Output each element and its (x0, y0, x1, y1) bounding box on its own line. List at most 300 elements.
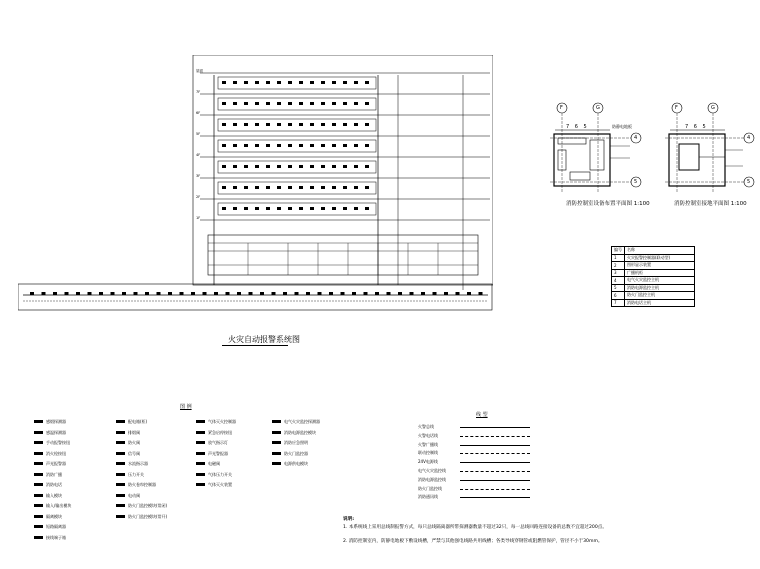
device-symbol (277, 144, 281, 147)
legend-label: 紧急启停按钮 (208, 429, 232, 435)
table-cell: 火灾报警控制器(联动型) (625, 254, 695, 262)
device-symbol (365, 186, 369, 189)
legend-label: 电气火灾监控探测器 (284, 419, 320, 424)
table-row (612, 277, 695, 285)
device-symbol (214, 292, 218, 295)
device-symbol (266, 123, 270, 126)
device-symbol (244, 186, 248, 189)
legend-item (34, 439, 70, 446)
device-symbol (233, 207, 237, 210)
legend-item (116, 481, 156, 488)
device-symbol (354, 186, 358, 189)
device-symbol (332, 144, 336, 147)
device-symbol (365, 165, 369, 168)
line-legend-sample (460, 445, 530, 446)
device-symbol (233, 102, 237, 105)
line-legend-label: 消防通讯线 (418, 494, 438, 500)
legend-label: 消火栓按钮 (46, 450, 66, 456)
device-symbol (255, 144, 259, 147)
legend-item (116, 460, 148, 467)
legend-symbol-icon (116, 431, 125, 434)
device-symbol (365, 207, 369, 210)
legend-item (34, 492, 62, 499)
legend-item (116, 513, 167, 520)
legend-item (34, 513, 62, 520)
plan-right-svg (655, 100, 760, 200)
notes-line-2: 2. 消防控制室内，防静电地板下敷设线槽，严禁与其他强电线路共用线槽；各类导线穿钢管或阻燃管保护，管径不小于30mm。 (343, 539, 603, 544)
device-symbol (111, 292, 115, 295)
line-legend-label: 消防电源监控线 (418, 476, 446, 482)
system-diagram-svg (18, 55, 493, 345)
line-legend-title: 线 型 (476, 412, 488, 418)
device-symbol (180, 292, 184, 295)
floor-bus-box (218, 77, 376, 89)
device-symbol (277, 123, 281, 126)
device-symbol (145, 292, 149, 295)
legend-symbol-icon (116, 462, 125, 465)
device-symbol (299, 144, 303, 147)
legend-label: 压力开关 (128, 471, 144, 477)
legend-label: 电动阀 (128, 492, 140, 498)
legend-item (116, 450, 140, 457)
floor-label: 4F (196, 153, 201, 157)
legend-symbol-icon (34, 525, 43, 528)
device-symbol (321, 144, 325, 147)
line-legend-label: 电气火灾监控线 (418, 468, 446, 473)
legend-symbol-icon (196, 431, 205, 434)
legend-item (34, 460, 66, 467)
floor-label: 2F (196, 195, 201, 199)
device-symbol (332, 165, 336, 168)
system-diagram (18, 55, 493, 345)
device-symbol (42, 292, 46, 295)
legend-item (34, 534, 66, 541)
device-symbol (30, 292, 34, 295)
line-legend-label: 防火门监控线 (418, 485, 442, 491)
legend-item (272, 439, 308, 446)
legend-item (116, 502, 167, 509)
device-symbol (191, 292, 195, 295)
device-symbol (122, 292, 126, 295)
device-symbol (222, 81, 226, 84)
device-symbol (354, 123, 358, 126)
legend-label: 防火门监控模块(常开) (128, 513, 168, 519)
line-legend-sample (460, 462, 530, 463)
legend-item (116, 439, 140, 446)
notes-line-1: 1. 本系统线上采用总线制报警方式，每只总线隔离器所带探测器数量不超过32只，每一总线回路连接设备的总数不宜超过200点。 (343, 525, 607, 530)
legend-symbol-icon (34, 536, 43, 539)
device-symbol (237, 292, 241, 295)
axis-4-label: 4 (747, 135, 751, 141)
legend-symbol-icon (272, 462, 281, 465)
floor-bus-box (218, 119, 376, 131)
device-symbol (244, 144, 248, 147)
legend-label: 接线端子箱 (46, 534, 66, 540)
device-symbol (456, 292, 460, 295)
device-symbol (288, 207, 292, 210)
table-header-cell: 名称 (625, 247, 695, 255)
device-symbol (277, 207, 281, 210)
legend-item (196, 429, 232, 436)
table-cell: 6 (612, 292, 625, 300)
legend-label: 消防应急照明 (284, 440, 308, 445)
plan-left-caption: 消防控制室设备布置平面图 1:100 (566, 201, 650, 207)
legend-label: 防火阀 (128, 440, 140, 445)
device-symbol (310, 123, 314, 126)
device-symbol (332, 102, 336, 105)
device-symbol (288, 165, 292, 168)
plan-left-svg (540, 100, 650, 200)
table-header-cell: 编号 (612, 247, 625, 255)
legend-item (34, 450, 66, 457)
device-symbol (310, 144, 314, 147)
legend-symbol-icon (116, 473, 125, 476)
device-symbol (329, 292, 333, 295)
table-cell: 图形显示装置 (625, 262, 695, 270)
line-legend-sample (460, 497, 530, 498)
legend-symbol-icon (34, 431, 43, 434)
device-symbol (321, 186, 325, 189)
device-symbol (76, 292, 80, 295)
device-symbol (266, 81, 270, 84)
device-symbol (332, 123, 336, 126)
device-symbol (306, 292, 310, 295)
device-symbol (288, 102, 292, 105)
device-symbol (310, 81, 314, 84)
line-legend-label: 24V电源线 (418, 459, 438, 465)
device-symbol (249, 292, 253, 295)
table-row (612, 299, 695, 307)
device-symbol (244, 102, 248, 105)
legend-symbol-icon (34, 420, 43, 423)
device-symbol (354, 144, 358, 147)
plan-left (540, 100, 650, 200)
legend-label: 隔离模块 (46, 513, 62, 519)
legend-label: 气体灭火控制器 (208, 419, 236, 424)
legend-symbol-icon (34, 494, 43, 497)
floor-label: 5F (196, 132, 201, 136)
equipment-table (611, 246, 695, 307)
device-symbol (421, 292, 425, 295)
device-symbol (343, 207, 347, 210)
table-cell: 消防电源监控主机 (625, 284, 695, 292)
device-symbol (354, 165, 358, 168)
device-symbol (479, 292, 483, 295)
legend-symbol-icon (196, 420, 205, 423)
legend-item (116, 492, 140, 499)
axis-4-label: 4 (634, 135, 638, 141)
legend-item (196, 471, 232, 478)
device-symbol (364, 292, 368, 295)
floor-bus-box (218, 161, 376, 173)
device-symbol (299, 207, 303, 210)
device-symbol (266, 144, 270, 147)
legend-symbol-icon (116, 420, 125, 423)
device-symbol (332, 186, 336, 189)
legend-symbol-icon (34, 504, 43, 507)
legend-item (272, 450, 308, 457)
device-symbol (266, 102, 270, 105)
device-symbol (157, 292, 161, 295)
device-symbol (354, 81, 358, 84)
legend-symbol-icon (34, 452, 43, 455)
device-symbol (433, 292, 437, 295)
device-symbol (255, 123, 259, 126)
device-symbol (343, 123, 347, 126)
device-symbol (332, 207, 336, 210)
device-symbol (288, 123, 292, 126)
table-row (612, 254, 695, 262)
legend-symbol-icon (272, 441, 281, 444)
device-symbol (365, 81, 369, 84)
device-symbol (65, 292, 69, 295)
floor-bus-box (218, 203, 376, 215)
legend-item (34, 502, 71, 509)
line-legend-sample (460, 436, 530, 437)
device-symbol (283, 292, 287, 295)
device-symbol (295, 292, 299, 295)
dims-label: 7 6 5 (685, 124, 708, 130)
legend-label: 消防电话 (46, 482, 62, 487)
device-symbol (288, 186, 292, 189)
device-symbol (266, 186, 270, 189)
device-symbol (321, 102, 325, 105)
device-symbol (233, 186, 237, 189)
device-symbol (255, 207, 259, 210)
device-symbol (222, 186, 226, 189)
table-row (612, 284, 695, 292)
device-symbol (277, 102, 281, 105)
legend-item (34, 471, 62, 478)
legend-item (196, 439, 228, 446)
device-symbol (222, 123, 226, 126)
floor-label: 3F (196, 174, 201, 178)
line-legend-sample (460, 427, 530, 428)
legend-item (272, 418, 320, 425)
floor-bus-box (218, 140, 376, 152)
legend-item (116, 429, 140, 436)
device-symbol (321, 81, 325, 84)
table-cell: 3 (612, 269, 625, 277)
device-symbol (233, 123, 237, 126)
line-legend-label: 火警广播线 (418, 441, 438, 447)
device-symbol (398, 292, 402, 295)
device-symbol (233, 144, 237, 147)
device-symbol (321, 165, 325, 168)
line-legend-label: 联动控制线 (418, 450, 438, 456)
line-legend-sample (460, 471, 530, 472)
device-symbol (343, 81, 347, 84)
legend-symbol-icon (196, 441, 205, 444)
device-symbol (288, 81, 292, 84)
legend-symbol-icon (34, 462, 43, 465)
device-symbol (233, 81, 237, 84)
legend-symbol-icon (196, 452, 205, 455)
device-symbol (299, 102, 303, 105)
legend-label: 放气指示灯 (208, 440, 228, 445)
legend-label: 短路隔离器 (46, 524, 66, 529)
device-symbol (343, 165, 347, 168)
table-cell: 消防电话主机 (625, 299, 695, 307)
device-symbol (272, 292, 276, 295)
device-symbol (203, 292, 207, 295)
device-symbol (277, 81, 281, 84)
line-legend-sample (460, 453, 530, 454)
system-diagram-title-underline (222, 345, 288, 346)
device-symbol (168, 292, 172, 295)
device-symbol (321, 207, 325, 210)
device-symbol (277, 165, 281, 168)
legend-label: 消防广播 (46, 471, 62, 477)
device-symbol (343, 144, 347, 147)
legend-symbol-icon (116, 504, 125, 507)
device-symbol (310, 102, 314, 105)
legend-symbol-icon (116, 483, 125, 486)
device-symbol (352, 292, 356, 295)
line-legend-label: 火警总线 (418, 424, 434, 429)
legend-label: 手动报警按钮 (46, 440, 70, 445)
plan-note: 防静电地板 (612, 124, 632, 129)
legend-symbol-icon (116, 441, 125, 444)
device-symbol (222, 207, 226, 210)
floor-label: 屋面 (196, 69, 203, 73)
table-cell: 4 (612, 277, 625, 285)
table-row (612, 262, 695, 270)
legend-item (196, 418, 236, 425)
plan-right-caption: 消防控制室接地平面图 1:100 (674, 201, 747, 207)
axis-g-label: G (711, 105, 715, 111)
legend-symbol-icon (116, 494, 125, 497)
axis-5-label: 5 (634, 179, 638, 185)
device-symbol (318, 292, 322, 295)
device-symbol (299, 81, 303, 84)
floor-label: 6F (196, 111, 201, 115)
table-row (612, 269, 695, 277)
axis-g-label: G (596, 105, 600, 111)
legend-symbol-icon (34, 473, 43, 476)
legend-symbol-icon (272, 452, 281, 455)
table-cell: 广播机柜 (625, 269, 695, 277)
table-cell: 电气火灾监控主机 (625, 277, 695, 285)
table-cell: 1 (612, 254, 625, 262)
device-symbol (299, 165, 303, 168)
legend-label: 声光报警器 (46, 461, 66, 466)
legend-label: 配电箱(柜) (128, 419, 148, 424)
device-symbol (365, 102, 369, 105)
device-symbol (299, 186, 303, 189)
legend-label: 防火门监控器 (284, 450, 308, 456)
legend-symbol-icon (272, 420, 281, 423)
device-symbol (233, 165, 237, 168)
device-symbol (387, 292, 391, 295)
legend-symbol-icon (196, 473, 205, 476)
device-symbol (255, 102, 259, 105)
line-legend-sample (460, 489, 530, 490)
legend-symbol-icon (272, 431, 281, 434)
device-symbol (375, 292, 379, 295)
device-symbol (255, 81, 259, 84)
table-cell: 防火门监控主机 (625, 292, 695, 300)
legend-label: 声光警报器 (208, 450, 228, 456)
device-symbol (244, 165, 248, 168)
device-symbol (310, 207, 314, 210)
legend-label: 消防电源监控模块 (284, 429, 316, 435)
table-row (612, 292, 695, 300)
device-symbol (365, 144, 369, 147)
legend-label: 防火卷帘控制器 (128, 482, 156, 487)
legend-symbol-icon (34, 515, 43, 518)
device-symbol (365, 123, 369, 126)
dims-label: 7 6 5 (566, 124, 589, 130)
device-symbol (310, 165, 314, 168)
device-symbol (467, 292, 471, 295)
legend-item (272, 429, 316, 436)
legend-symbol-icon (196, 462, 205, 465)
device-symbol (343, 186, 347, 189)
device-symbol (321, 123, 325, 126)
system-diagram-title: 火灾自动报警系统图 (228, 335, 300, 344)
notes-heading: 说明: (343, 517, 355, 522)
device-symbol (310, 186, 314, 189)
legend-label: 感温探测器 (46, 429, 66, 435)
legend-item (34, 418, 66, 425)
device-symbol (222, 102, 226, 105)
floor-label: 1F (196, 216, 201, 220)
device-symbol (288, 144, 292, 147)
legend-label: 输入/输出模块 (46, 503, 72, 508)
legend-label: 信号阀 (128, 450, 140, 456)
device-symbol (266, 207, 270, 210)
legend-item (34, 481, 62, 488)
legend-item (196, 460, 220, 467)
device-symbol (266, 165, 270, 168)
device-symbol (226, 292, 230, 295)
legend-item (116, 418, 147, 425)
device-symbol (354, 102, 358, 105)
table-cell: 2 (612, 262, 625, 270)
device-symbol (255, 165, 259, 168)
device-symbol (53, 292, 57, 295)
floor-bus-box (218, 182, 376, 194)
device-symbol (99, 292, 103, 295)
legend-label: 排烟阀 (128, 429, 140, 435)
legend-label: 防火门监控模块(常闭) (128, 503, 168, 508)
device-symbol (354, 207, 358, 210)
legend-label: 电磁阀 (208, 461, 220, 466)
device-symbol (260, 292, 264, 295)
legend-label: 输入模块 (46, 492, 62, 498)
device-symbol (299, 123, 303, 126)
legend-symbol-icon (196, 483, 205, 486)
device-symbol (134, 292, 138, 295)
legend-title: 图 例 (180, 404, 192, 410)
device-symbol (341, 292, 345, 295)
device-symbol (343, 102, 347, 105)
axis-f-label: F (675, 105, 678, 111)
axis-f-label: F (560, 105, 563, 111)
legend-symbol-icon (34, 483, 43, 486)
floor-bus-box (218, 98, 376, 110)
device-symbol (244, 207, 248, 210)
device-symbol (244, 81, 248, 84)
legend-item (34, 523, 66, 530)
legend-item (272, 460, 308, 467)
device-symbol (222, 165, 226, 168)
legend-item (196, 450, 228, 457)
device-symbol (255, 186, 259, 189)
legend-item (116, 471, 144, 478)
device-symbol (410, 292, 414, 295)
